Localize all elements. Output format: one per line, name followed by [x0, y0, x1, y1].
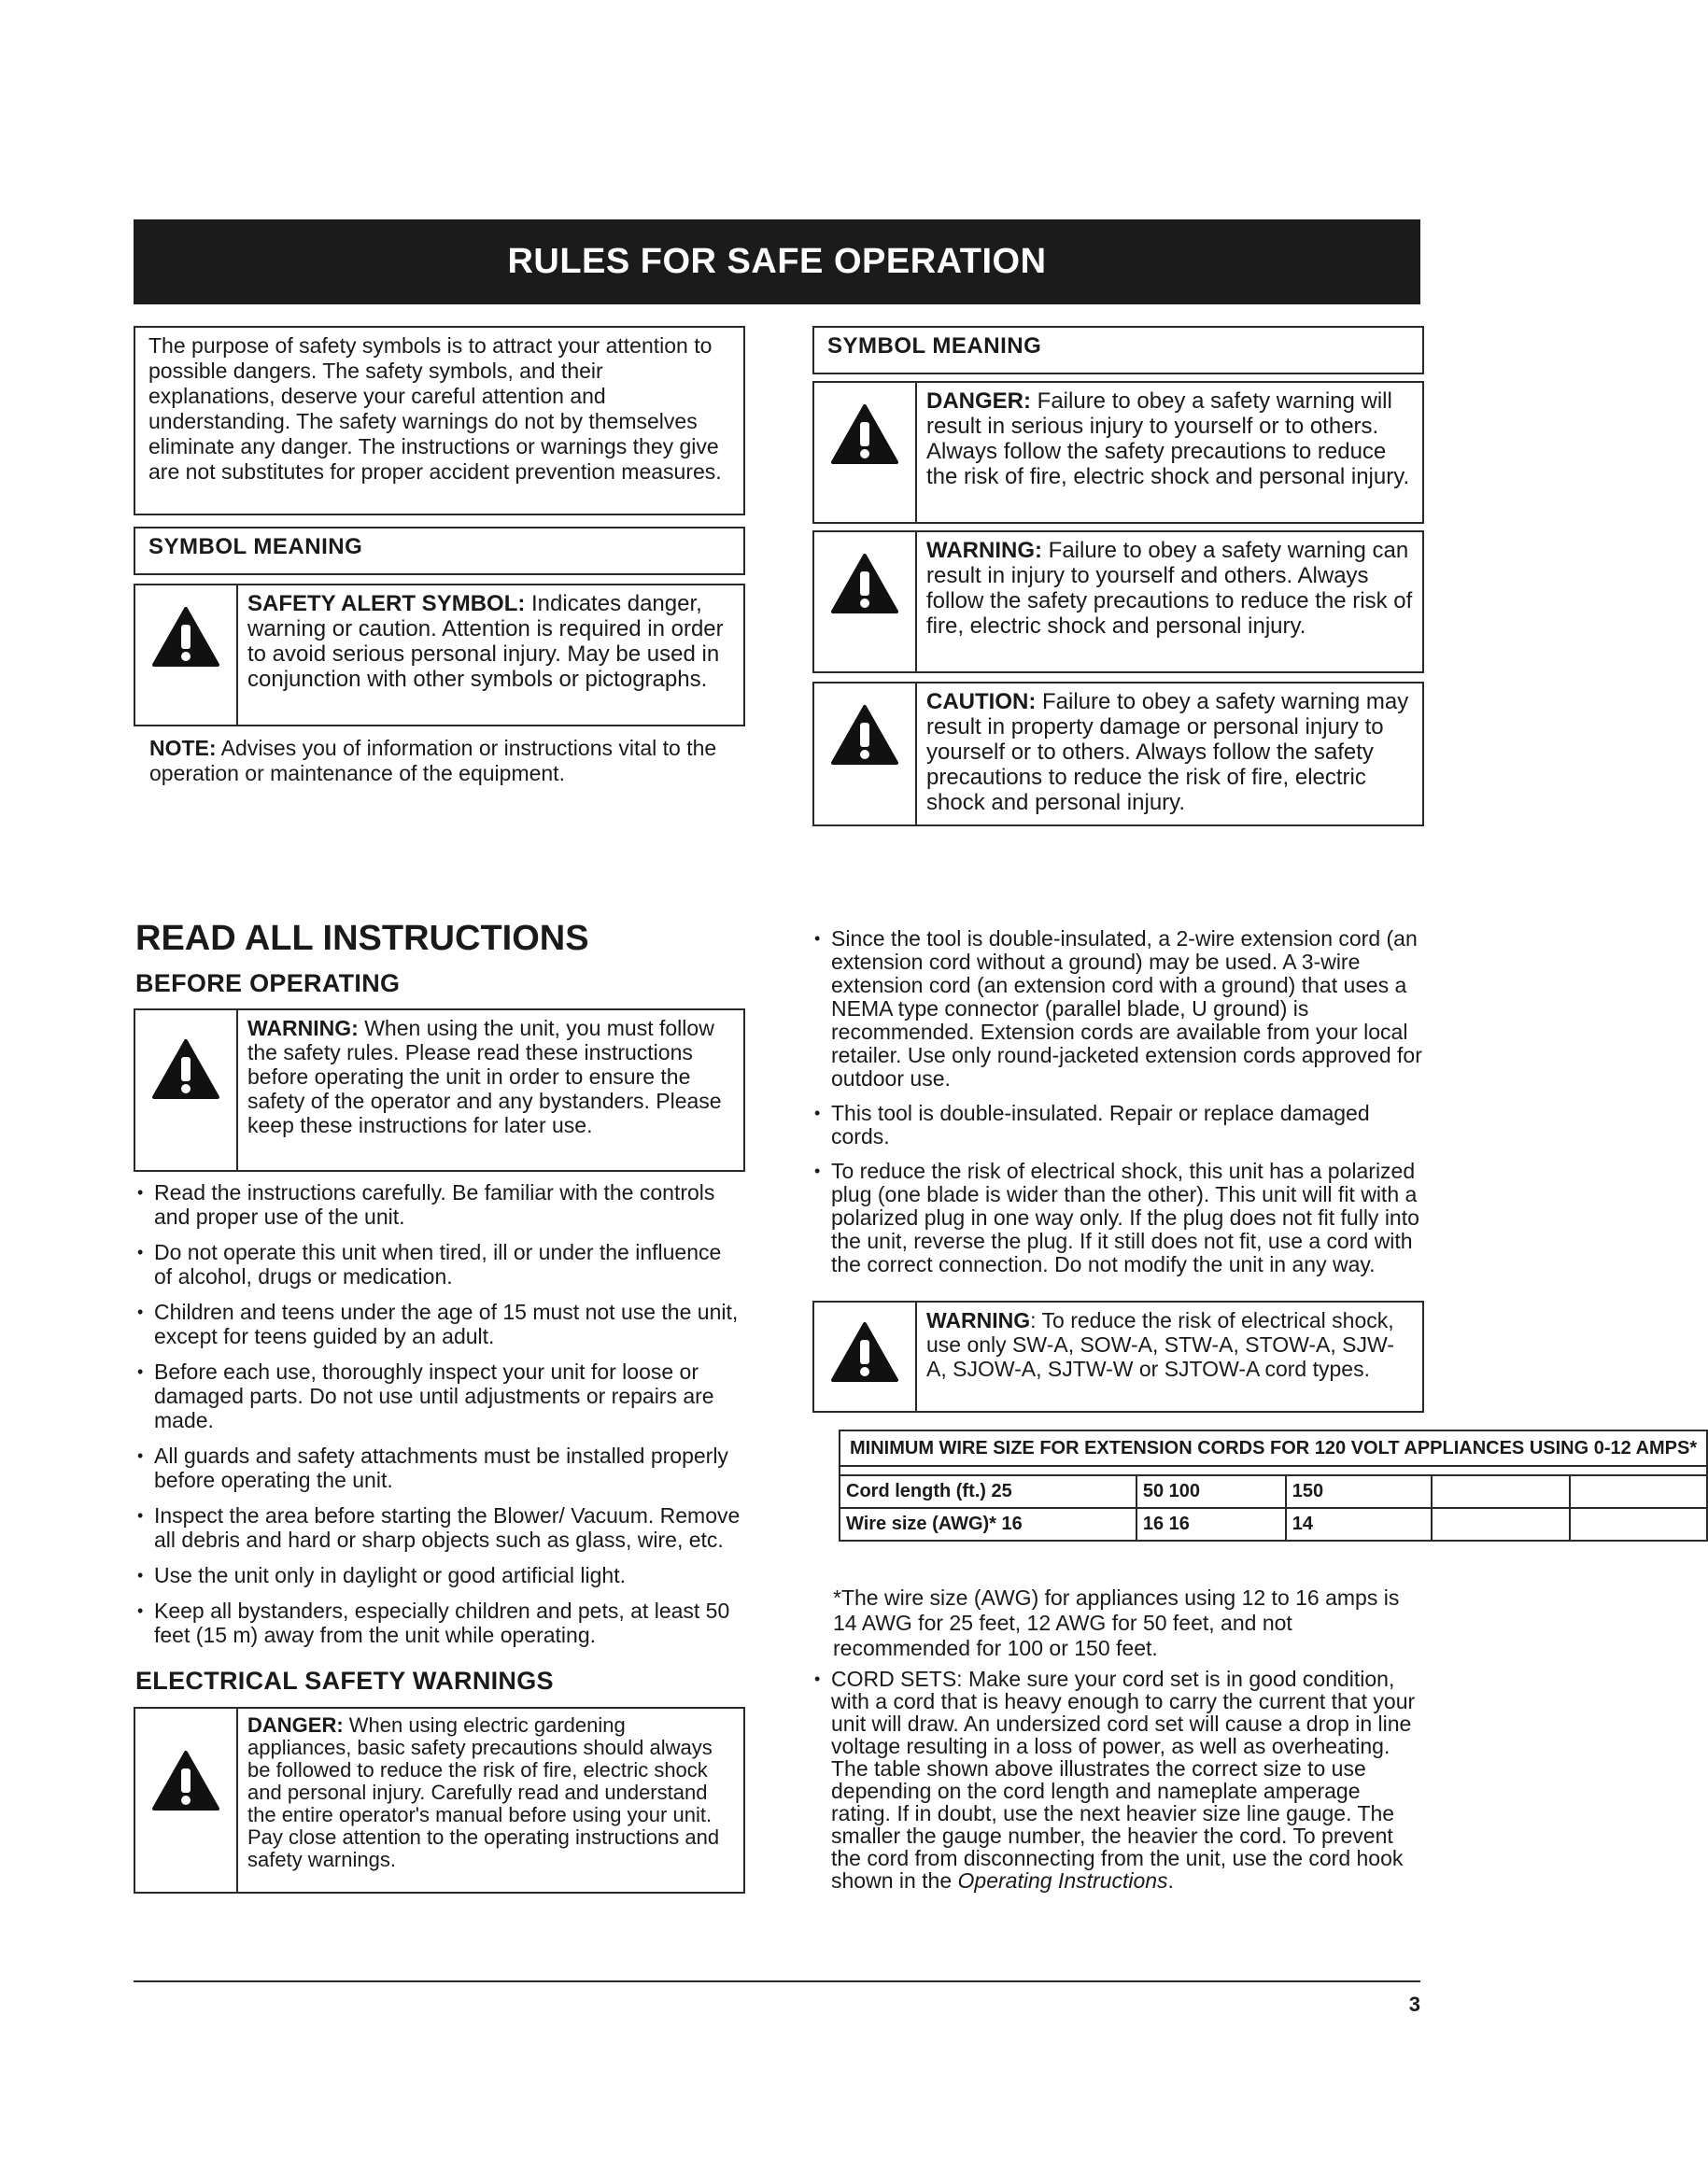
- warning-triangle-icon: [814, 683, 917, 824]
- table-cell: 14: [1286, 1508, 1433, 1541]
- caution-text: Failure to obey a safety warning may result in property damage or personal injury to yourself or to others. Always follow the safety precautions to reduce the risk of fire, electric shock and personal injury.: [926, 689, 1409, 815]
- table-cell: 16 16: [1136, 1508, 1286, 1541]
- list-item: • Do not operate this unit when tired, ill or under the influence of alcohol, drugs or medication.: [135, 1240, 742, 1289]
- list-item: • Since the tool is double-insulated, a 2-wire extension cord (an extension cord without a ground) may be used. A 3-wire extension cord (an extension cord with a ground) that uses a NEMA type connector (parallel blade, U ground) is recommended. Extension cords are available from your local retailer. Use only round-jacketed extension cords approved for outdoor use.: [812, 927, 1424, 1091]
- cord-warning-text: : To reduce the risk of electrical shock, use only SW-A, SOW-A, STW-A, STOW-A, SJW-A, SJOW-A, SJTW-W or SJTOW-A cord types.: [926, 1308, 1394, 1381]
- electrical-danger-box: [134, 1707, 745, 1894]
- cord-sets-list: [812, 1668, 1424, 1903]
- caution-lead: CAUTION:: [926, 689, 1037, 714]
- caution-symbol-box: [812, 682, 1424, 826]
- intro-box: The purpose of safety symbols is to attract your attention to possible dangers. The safety symbols, and their explanations, deserve your careful attention and understanding. The safety warnings do not by themselves eliminate any danger. The instructions or warnings they give are not substitutes for proper accident prevention measures.: [134, 326, 745, 515]
- list-item: • To reduce the risk of electrical shock, this unit has a polarized plug (one blade is wider than the other). This unit will fit with a polarized plug in one way only. If the plug does not fit fully into the unit, reverse the plug. If it still does not fit, use a cord with the correct connection. Do not modify the unit in any way.: [812, 1160, 1424, 1276]
- table-footnote: *The wire size (AWG) for appliances using 12 to 16 amps is 14 AWG for 25 feet, 12 AWG for 50 feet, and not recommended for 100 or 150 feet.: [833, 1585, 1400, 1660]
- danger-symbol-box: [812, 381, 1424, 524]
- table-row: [840, 1508, 1707, 1541]
- list-item: • This tool is double-insulated. Repair or replace damaged cords.: [812, 1102, 1424, 1148]
- electrical-danger-lead: DANGER:: [247, 1713, 344, 1737]
- warning-triangle-icon: [135, 585, 238, 725]
- before-operating-list: [135, 1180, 742, 1658]
- electrical-safety-heading: ELECTRICAL SAFETY WARNINGS: [135, 1667, 554, 1695]
- safety-alert-box: [134, 584, 745, 726]
- note-lead: NOTE:: [149, 736, 217, 760]
- page-number: 3: [1408, 1993, 1420, 2016]
- list-item: • Keep all bystanders, especially children and pets, at least 50 feet (15 m) away from the unit while operating.: [135, 1599, 742, 1647]
- warning-triangle-icon: [135, 1709, 238, 1892]
- wire-size-table: [839, 1430, 1708, 1542]
- before-operating-heading: BEFORE OPERATING: [135, 969, 401, 997]
- note: [149, 736, 738, 786]
- table-cell: [1432, 1508, 1569, 1541]
- list-item: • Use the unit only in daylight or good artificial light.: [135, 1563, 742, 1587]
- warning-triangle-icon: [814, 1303, 917, 1411]
- table-cell: [1570, 1475, 1707, 1508]
- table-row: [840, 1475, 1707, 1508]
- cord-sets-text: CORD SETS: Make sure your cord set is in good condition, with a cord that is heavy enough to carry the current that your unit will draw. An undersized cord set will cause a drop in line voltage resulting in a loss of power, as well as overheating. The table shown above illustrates the correct size to use depending on the cord length and nameplate amperage rating. If in doubt, use the next heavier size line gauge. The smaller the gauge number, the heavier the cord. To prevent the cord from disconnecting from the unit, use the cord hook shown in the: [831, 1667, 1416, 1893]
- danger-lead: DANGER:: [926, 388, 1031, 414]
- cord-warning-lead: WARNING: [926, 1308, 1031, 1332]
- before-warning-text: When using the unit, you must follow the safety rules. Please read these instructions before operating the unit in order to ensure the safety of the operator and any bystanders. Please keep these instructions for later use.: [247, 1016, 722, 1137]
- list-item: • All guards and safety attachments must be installed properly before operating the unit.: [135, 1444, 742, 1492]
- cord-type-warning: [812, 1301, 1424, 1413]
- table-cell: [1570, 1508, 1707, 1541]
- electrical-danger-text: When using electric gardening appliances, basic safety precautions should always be followed to reduce the risk of fire, electric shock and personal injury. Carefully read and understand the entire operator's manual before using your unit. Pay close attention to the operating instructions and safety warnings.: [247, 1713, 720, 1871]
- symbol-meaning-header-left: SYMBOL MEANING: [134, 527, 745, 575]
- warning-triangle-icon: [814, 532, 917, 671]
- list-item: [812, 1668, 1424, 1892]
- warning-symbol-box: [812, 530, 1424, 673]
- symbol-meaning-header-right: SYMBOL MEANING: [812, 326, 1424, 374]
- danger-text: Failure to obey a safety warning will result in serious injury to yourself or to others. Always follow the safety precautions to reduce the risk of fire, electric shock and personal injury.: [926, 388, 1410, 489]
- table-cell: 50 100: [1136, 1475, 1286, 1508]
- note-text: Advises you of information or instructions vital to the operation or maintenance of the equipment.: [149, 736, 717, 785]
- before-operating-warning: [134, 1008, 745, 1172]
- electrical-list: [812, 927, 1424, 1288]
- warning-lead: WARNING:: [926, 538, 1042, 563]
- list-item: • Before each use, thoroughly inspect your unit for loose or damaged parts. Do not use until adjustments or repairs are made.: [135, 1360, 742, 1432]
- safety-alert-text: Indicates danger, warning or caution. Attention is required in order to avoid serious personal injury. May be used in conjunction with other symbols or pictographs.: [247, 591, 724, 692]
- safety-alert-lead: SAFETY ALERT SYMBOL:: [247, 591, 526, 616]
- before-warning-lead: WARNING:: [247, 1016, 359, 1040]
- table-cell: Cord length (ft.) 25: [840, 1475, 1136, 1508]
- cord-sets-end: .: [1167, 1868, 1174, 1893]
- list-item: • Children and teens under the age of 15 must not use the unit, except for teens guided by an adult.: [135, 1300, 742, 1348]
- page-banner: RULES FOR SAFE OPERATION: [134, 219, 1420, 304]
- list-item: • Read the instructions carefully. Be familiar with the controls and proper use of the unit.: [135, 1180, 742, 1229]
- list-item: • Inspect the area before starting the Blower/ Vacuum. Remove all debris and hard or sharp objects such as glass, wire, etc.: [135, 1503, 742, 1552]
- operating-instructions-ref: Operating Instructions: [957, 1868, 1168, 1893]
- table-cell: Wire size (AWG)* 16: [840, 1508, 1136, 1541]
- warning-text: Failure to obey a safety warning can result in injury to yourself and others. Always follow the safety precautions to reduce the risk of fire, electric shock and personal injury.: [926, 538, 1413, 639]
- table-cell: [1432, 1475, 1569, 1508]
- read-all-heading: READ ALL INSTRUCTIONS: [135, 919, 589, 958]
- warning-triangle-icon: [814, 383, 917, 522]
- footer-rule: [134, 1980, 1420, 1982]
- warning-triangle-icon: [135, 1010, 238, 1170]
- table-title: MINIMUM WIRE SIZE FOR EXTENSION CORDS FOR 120 VOLT APPLIANCES USING 0-12 AMPS*: [840, 1430, 1707, 1466]
- table-cell: 150: [1286, 1475, 1433, 1508]
